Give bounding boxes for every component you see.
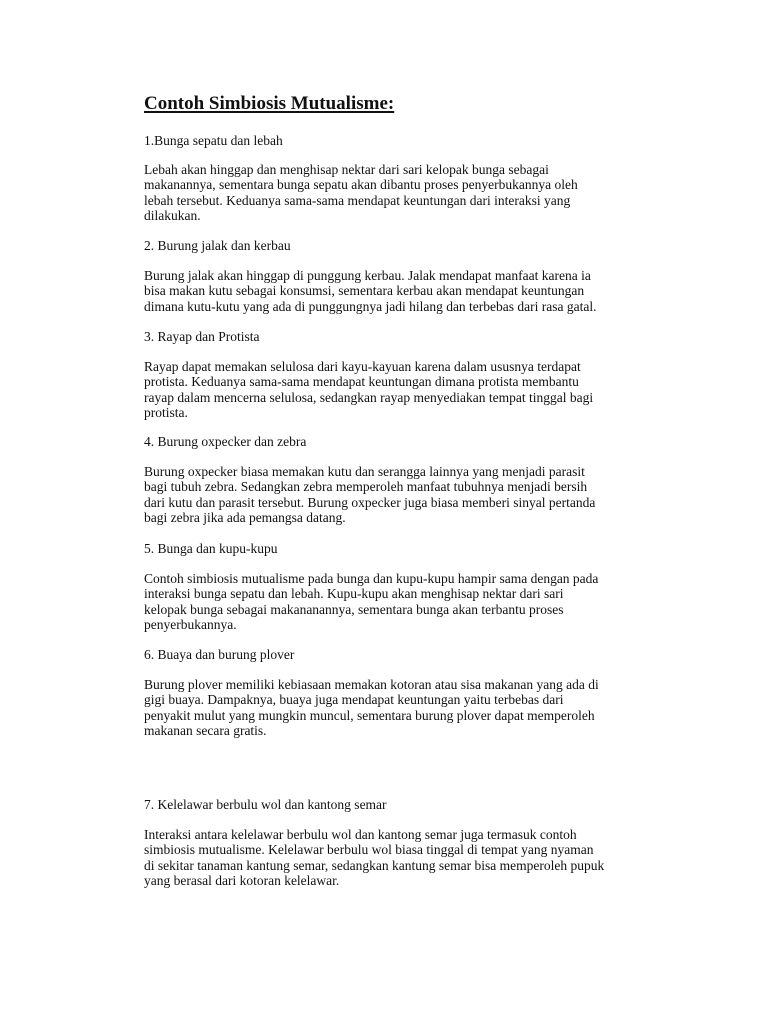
item-body-oxpecker xyxy=(144,464,664,525)
item-heading-burung-jalak: 2. Burung jalak dan kerbau xyxy=(144,238,291,253)
item-body-buaya xyxy=(144,677,664,738)
body-line: Interaksi antara kelelawar berbulu wol dan kantong semar juga termasuk contoh xyxy=(144,827,577,842)
body-line: protista. Keduanya sama-sama mendapat keuntungan dimana protista membantu xyxy=(144,374,579,390)
body-line: makanan secara gratis. xyxy=(144,722,267,738)
body-line: di sekitar tanaman kantung semar, sedangkan kantung semar bisa memperoleh pupuk xyxy=(144,857,605,873)
body-line: Contoh simbiosis mutualisme pada bunga dan kupu-kupu hampir sama dengan pada xyxy=(144,571,599,586)
item-heading-kupu-kupu: 5. Bunga dan kupu-kupu xyxy=(144,541,278,556)
body-line: lebah tersebut. Keduanya sama-sama mendapat keuntungan dari interaksi yang xyxy=(144,192,571,208)
item-heading-kelelawar: 7. Kelelawar berbulu wol dan kantong semar xyxy=(144,797,387,812)
body-line: makanannya, sementara bunga sepatu akan dibantu proses penyerbukannya oleh xyxy=(144,177,578,193)
body-line: Lebah akan hinggap dan menghisap nektar dari sari kelopak bunga sebagai xyxy=(144,162,549,177)
item-heading-oxpecker: 4. Burung oxpecker dan zebra xyxy=(144,434,307,449)
item-heading-bunga-sepatu: 1.Bunga sepatu dan lebah xyxy=(144,133,283,148)
body-line: gigi buaya. Dampaknya, buaya juga mendapat keuntungan yaitu terbebas dari xyxy=(144,692,564,708)
body-line: Rayap dapat memakan selulosa dari kayu-kayuan karena dalam ususnya terdapat xyxy=(144,359,581,374)
body-line: bagi zebra jika ada pemangsa datang. xyxy=(144,509,346,525)
item-body-rayap xyxy=(144,359,664,420)
body-line: penyakit mulut yang mungkin muncul, sementara burung plover dapat memperoleh xyxy=(144,707,595,723)
item-body-kelelawar xyxy=(144,827,664,888)
body-line: Burung oxpecker biasa memakan kutu dan serangga lainnya yang menjadi parasit xyxy=(144,464,585,479)
body-line: dilakukan. xyxy=(144,207,201,223)
item-body-burung-jalak xyxy=(144,268,664,314)
body-line: penyerbukannya. xyxy=(144,616,237,632)
body-line: simbiosis mutualisme. Kelelawar berbulu wol biasa tinggal di tempat yang nyaman xyxy=(144,842,594,858)
body-line: interaksi bunga sepatu dan lebah. Kupu-kupu akan menghisap nektar dari sari xyxy=(144,586,564,602)
body-line: dimana kutu-kutu yang ada di punggungnya jadi hilang dan terbebas dari rasa gatal. xyxy=(144,298,597,314)
body-line: bagi tubuh zebra. Sedangkan zebra memperoleh manfaat tubuhnya menjadi bersih xyxy=(144,479,588,495)
item-body-bunga-sepatu xyxy=(144,162,664,223)
body-line: rayap dalam mencerna selulosa, sedangkan rayap menyediakan tempat tinggal bagi xyxy=(144,389,594,405)
item-heading-rayap: 3. Rayap dan Protista xyxy=(144,329,260,344)
body-line: dari kutu dan parasit tersebut. Burung oxpecker juga biasa memberi sinyal pertanda xyxy=(144,494,596,510)
body-line: kelopak bunga sebagai makananannya, sementara bunga akan terbantu proses xyxy=(144,601,564,617)
body-line: yang berasal dari kotoran kelelawar. xyxy=(144,872,340,888)
document-title: Contoh Simbiosis Mutualisme: xyxy=(144,93,395,114)
body-line: bisa makan kutu sebagai konsumsi, sementara kerbau akan mendapat keuntungan xyxy=(144,283,585,299)
body-line: Burung jalak akan hinggap di punggung kerbau. Jalak mendapat manfaat karena ia xyxy=(144,268,591,283)
item-body-kupu-kupu xyxy=(144,571,664,632)
item-heading-buaya: 6. Buaya dan burung plover xyxy=(144,647,295,662)
body-line: protista. xyxy=(144,404,188,420)
body-line: Burung plover memiliki kebiasaan memakan kotoran atau sisa makanan yang ada di xyxy=(144,677,599,692)
